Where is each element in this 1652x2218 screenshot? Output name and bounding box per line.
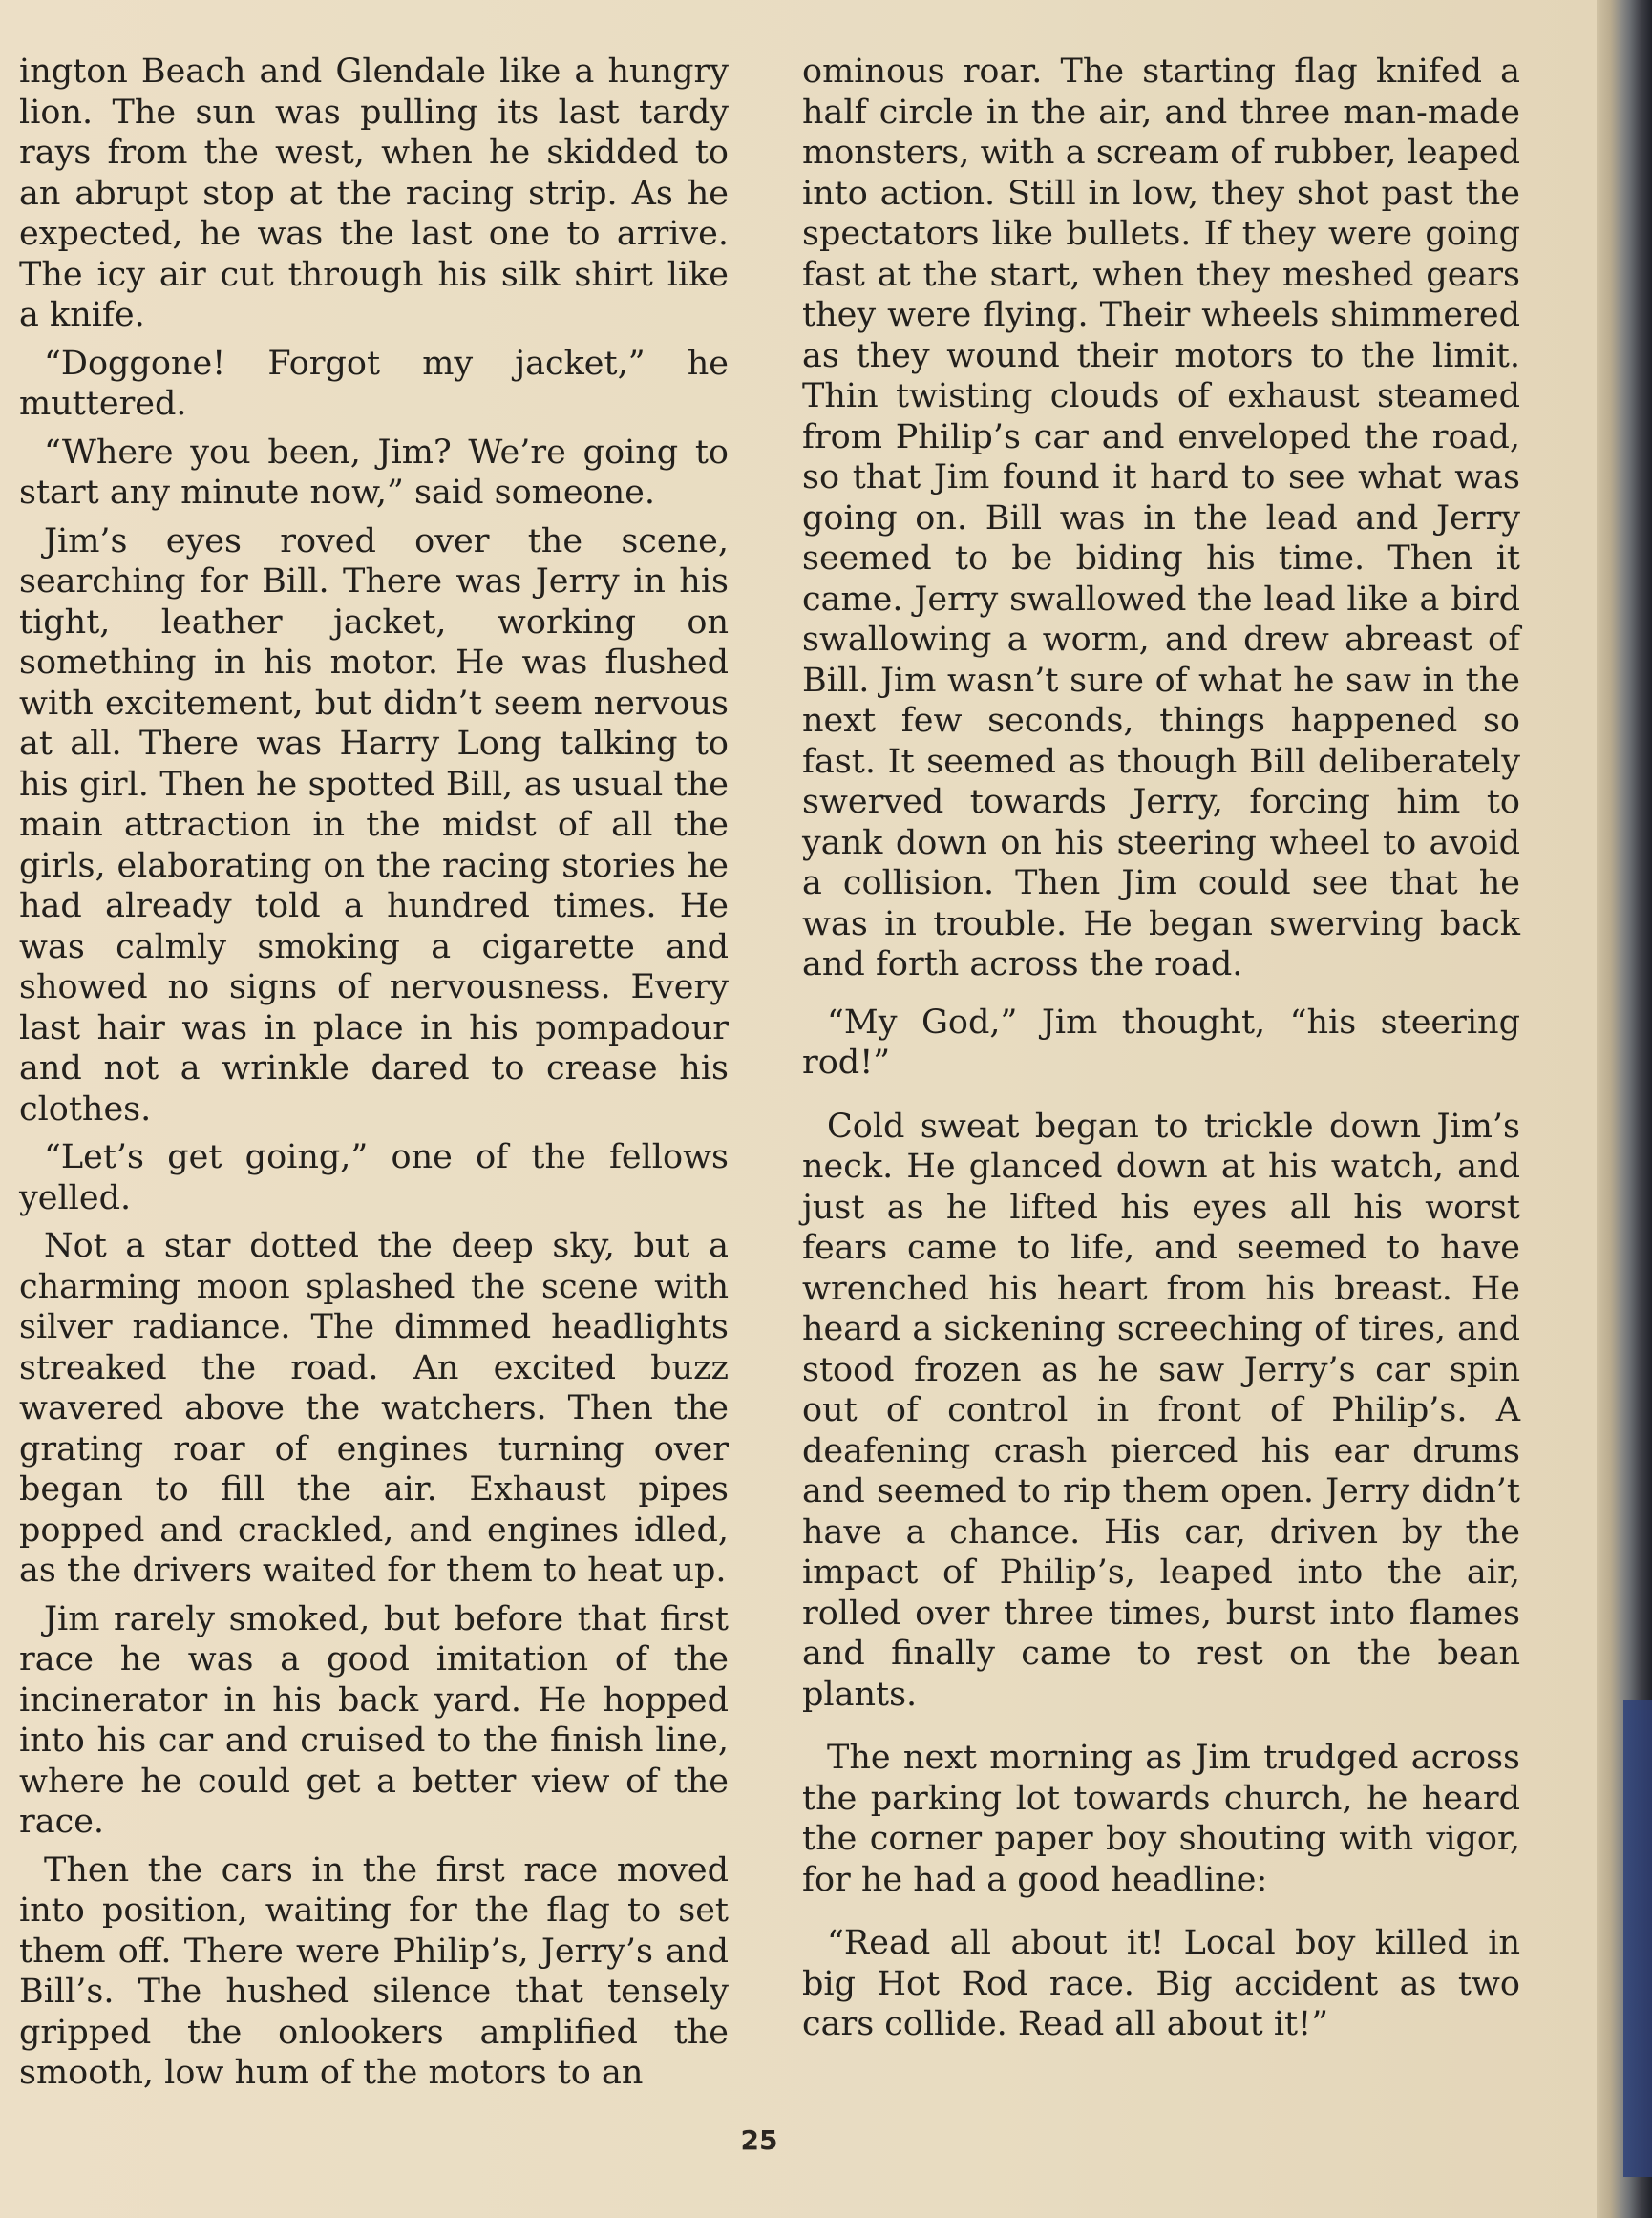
paragraph: The next morning as Jim trudged across the parking lot towards church, he heard the corner paper boy shouting with vigor, for he had a good headline: xyxy=(802,1739,1520,1899)
paragraph: “Read all about it! Local boy killed in big Hot Rod race. Big accident as two cars collide. Read all about it!” xyxy=(802,1924,1520,2043)
right-text-column xyxy=(802,52,1520,2053)
paragraph: ominous roar. The starting flag knifed a half circle in the air, and three man-made monsters, with a scream of rubber, leaped into action. Still in low, they shot past the spectators like bullets. If they were going fast at the start, when they meshed gears they were flying. Their wheels shimmered as they wound their motors to the limit. Thin twisting clouds of exhaust steamed from Philip’s car and enveloped the road, so that Jim found it hard to see what was going on. Bill was in the lead and Jerry seemed to be biding his time. Then it came. Jerry swallowed the lead like a bird swallowing a worm, and drew abreast of Bill. Jim wasn’t sure of what he saw in the next few seconds, things happened so fast. It seemed as though Bill deliberately swerved towards Jerry, forcing him to yank down on his steering wheel to avoid a collision. Then Jim could see that he was in trouble. He began swerving back and forth across the road. xyxy=(802,53,1520,983)
page-number: 25 xyxy=(740,2124,778,2156)
paragraph: “My God,” Jim thought, “his steering rod!” xyxy=(802,1003,1520,1082)
left-text-column xyxy=(19,52,729,2102)
book-spine-cover xyxy=(1623,1700,1652,2177)
paragraph: “Let’s get going,” one of the fellows yelled. xyxy=(19,1138,729,1217)
paragraph: Jim rarely smoked, but before that first race he was a good imitation of the incinerator in his back yard. He hopped into his car and cruised to the finish line, where he could get a better view of the race. xyxy=(19,1599,729,1841)
paragraph: ington Beach and Glendale like a hungry lion. The sun was pulling its last tardy rays from the west, when he skidded to an abrupt stop at the racing strip. As he expected, he was the last one to arrive. The icy air cut through his silk shirt like a knife. xyxy=(19,53,729,334)
paragraph: “Where you been, Jim? We’re going to start any minute now,” said someone. xyxy=(19,433,729,512)
paragraph: Cold sweat began to trickle down Jim’s neck. He glanced down at his watch, and just as he lifted his eyes all his worst fears came to life, and seemed to have wrenched his heart from his breast. He heard a sickening screeching of tires, and stood frozen as he saw Jerry’s car spin out of control in front of Philip’s. A deafening crash pierced his ear drums and seemed to rip them open. Jerry didn’t have a chance. His car, driven by the impact of Philip’s, leaped into the air, rolled over three times, burst into flames and finally came to rest on the bean plants. xyxy=(802,1107,1520,1714)
paragraph: “Doggone! Forgot my jacket,” he muttered. xyxy=(19,344,729,423)
paragraph: Jim’s eyes roved over the scene, searching for Bill. There was Jerry in his tight, leather jacket, working on something in his motor. He was flushed with excitement, but didn’t seem nervous at all. There was Harry Long talking to his girl. Then he spotted Bill, as usual the main attraction in the midst of all the girls, elaborating on the racing stories he had already told a hundred times. He was calmly smoking a cigarette and showed no signs of nervousness. Every last hair was in place in his pompadour and not a wrinkle dared to crease his clothes. xyxy=(19,521,729,1129)
paragraph: Not a star dotted the deep sky, but a charming moon splashed the scene with silver radiance. The dimmed headlights streaked the road. An excited buzz wavered above the watchers. Then the grating roar of engines turning over began to fill the air. Exhaust pipes popped and crackled, and engines idled, as the drivers waited for them to heat up. xyxy=(19,1227,729,1590)
paragraph: Then the cars in the first race moved into position, waiting for the flag to set them off. There were Philip’s, Jerry’s and Bill’s. The hushed silence that tensely gripped the onlookers amplified the smooth, low hum of the motors to an xyxy=(19,1850,729,2092)
